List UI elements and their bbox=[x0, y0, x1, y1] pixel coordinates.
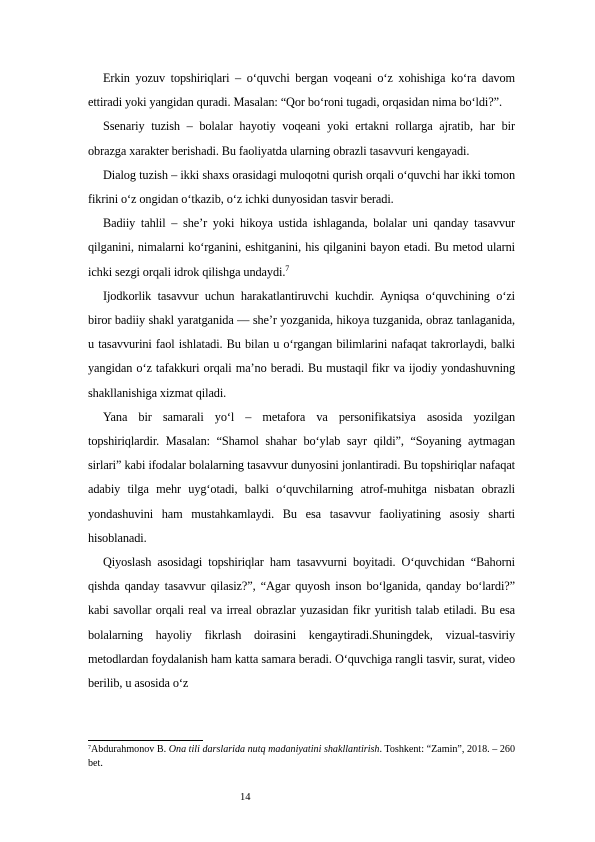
footnote-title: Ona tili darslarida nutq madaniyatini shakllantirish bbox=[168, 744, 380, 755]
paragraph-metaphor: Yana bir samarali yo‘l – metafora va personifikatsiya asosida yozilgan topshiriqlardir. Masalan: “Shamol shahar bo‘ylab sayr qildi”, “Soyaning aytmagan sirlari” kabi ifodalar bolalarning tasavvur dunyosini jonlantiradi. Bu topshiriqlar nafaqat adabiy tilga mehr uyg‘otadi, balki o‘quvchilarning atrof-muhitga nisbatan obrazli yondashuvini ham mustahkamlaydi. Bu esa tasavvur faoliyatining asosiy sharti hisoblanadi. bbox=[88, 409, 515, 545]
paragraph-literary-analysis bbox=[88, 211, 515, 284]
footnote bbox=[88, 743, 515, 770]
paragraph-dialogue: Dialog tuzish – ikki shaxs orasidagi muloqotni qurish orqali o‘quvchi har ikki tomon fikrini o‘z ongidan o‘tkazib, o‘z ichki dunyosidan tasvir beradi. bbox=[88, 167, 515, 207]
paragraph-literary-analysis-text: Badiiy tahlil – she’r yoki hikoya ustida ishlaganda, bolalar uni qanday tasavvur qilganini, nimalarni ko‘rganini, eshitganini, his qilganini bayon etadi. Bu metod ularni ichki sezgi orqali idrok qilishga undaydi. bbox=[88, 216, 515, 279]
footnote-author: Abdurahmonov B. bbox=[91, 744, 167, 755]
paragraph-comparison: Qiyoslash asosidagi topshiriqlar ham tasavvurni boyitadi. O‘quvchidan “Bahorni qishda qanday tasavvur qilasiz?”, “Agar quyosh inson bo‘lganida, qanday bo‘lardi?” kabi savollar orqali real va irreal obrazlar yuzasidan fikr yuritish talab etiladi. Bu esa bolalarning hayoliy fikrlash doirasini kengaytiradi.Shuningdek, vizual-tasviriy metodlardan foydalanish ham katta samara beradi. O‘quvchiga rangli tasvir, surat, video berilib, u asosida o‘z bbox=[88, 555, 515, 691]
footnote-divider bbox=[88, 740, 203, 741]
page-number: 14 bbox=[240, 792, 251, 803]
footnote-publication: . Toshkent: “Zamin”, 2018. – 260 bet. bbox=[88, 744, 515, 769]
paragraph-creativity: Ijodkorlik tasavvur uchun harakatlantiruvchi kuchdir. Ayniqsa o‘quvchining o‘zi biror badiiy shakl yaratganida — she’r yozganida, hikoya tuzganida, obraz tanlaganida, u tasavvurini faol ishlatadi. Bu bilan u o‘rgangan bilimlarini nafaqat takrorlaydi, balki yangidan o‘z tafakkuri orqali ma’no beradi. Bu mustaqil fikr va ijodiy yondashuvning shakllanishiga xizmat qiladi. bbox=[88, 288, 515, 400]
paragraph-scenario: Ssenariy tuzish – bolalar hayotiy voqeani yoki ertakni rollarga ajratib, har bir obrazga xarakter berishadi. Bu faoliyatda ularning obrazli tasavvuri kengayadi. bbox=[88, 119, 515, 158]
footnote-marker: 7 bbox=[88, 745, 91, 751]
body-text bbox=[88, 66, 515, 695]
paragraph-free-writing: Erkin yozuv topshiriqlari – o‘quvchi bergan voqeani o‘z xohishiga ko‘ra davom ettiradi yoki yangidan quradi. Masalan: “Qor bo‘roni tugadi, orqasidan nima bo‘ldi?”. bbox=[88, 71, 515, 110]
footnote-reference[interactable]: 7 bbox=[285, 263, 290, 273]
